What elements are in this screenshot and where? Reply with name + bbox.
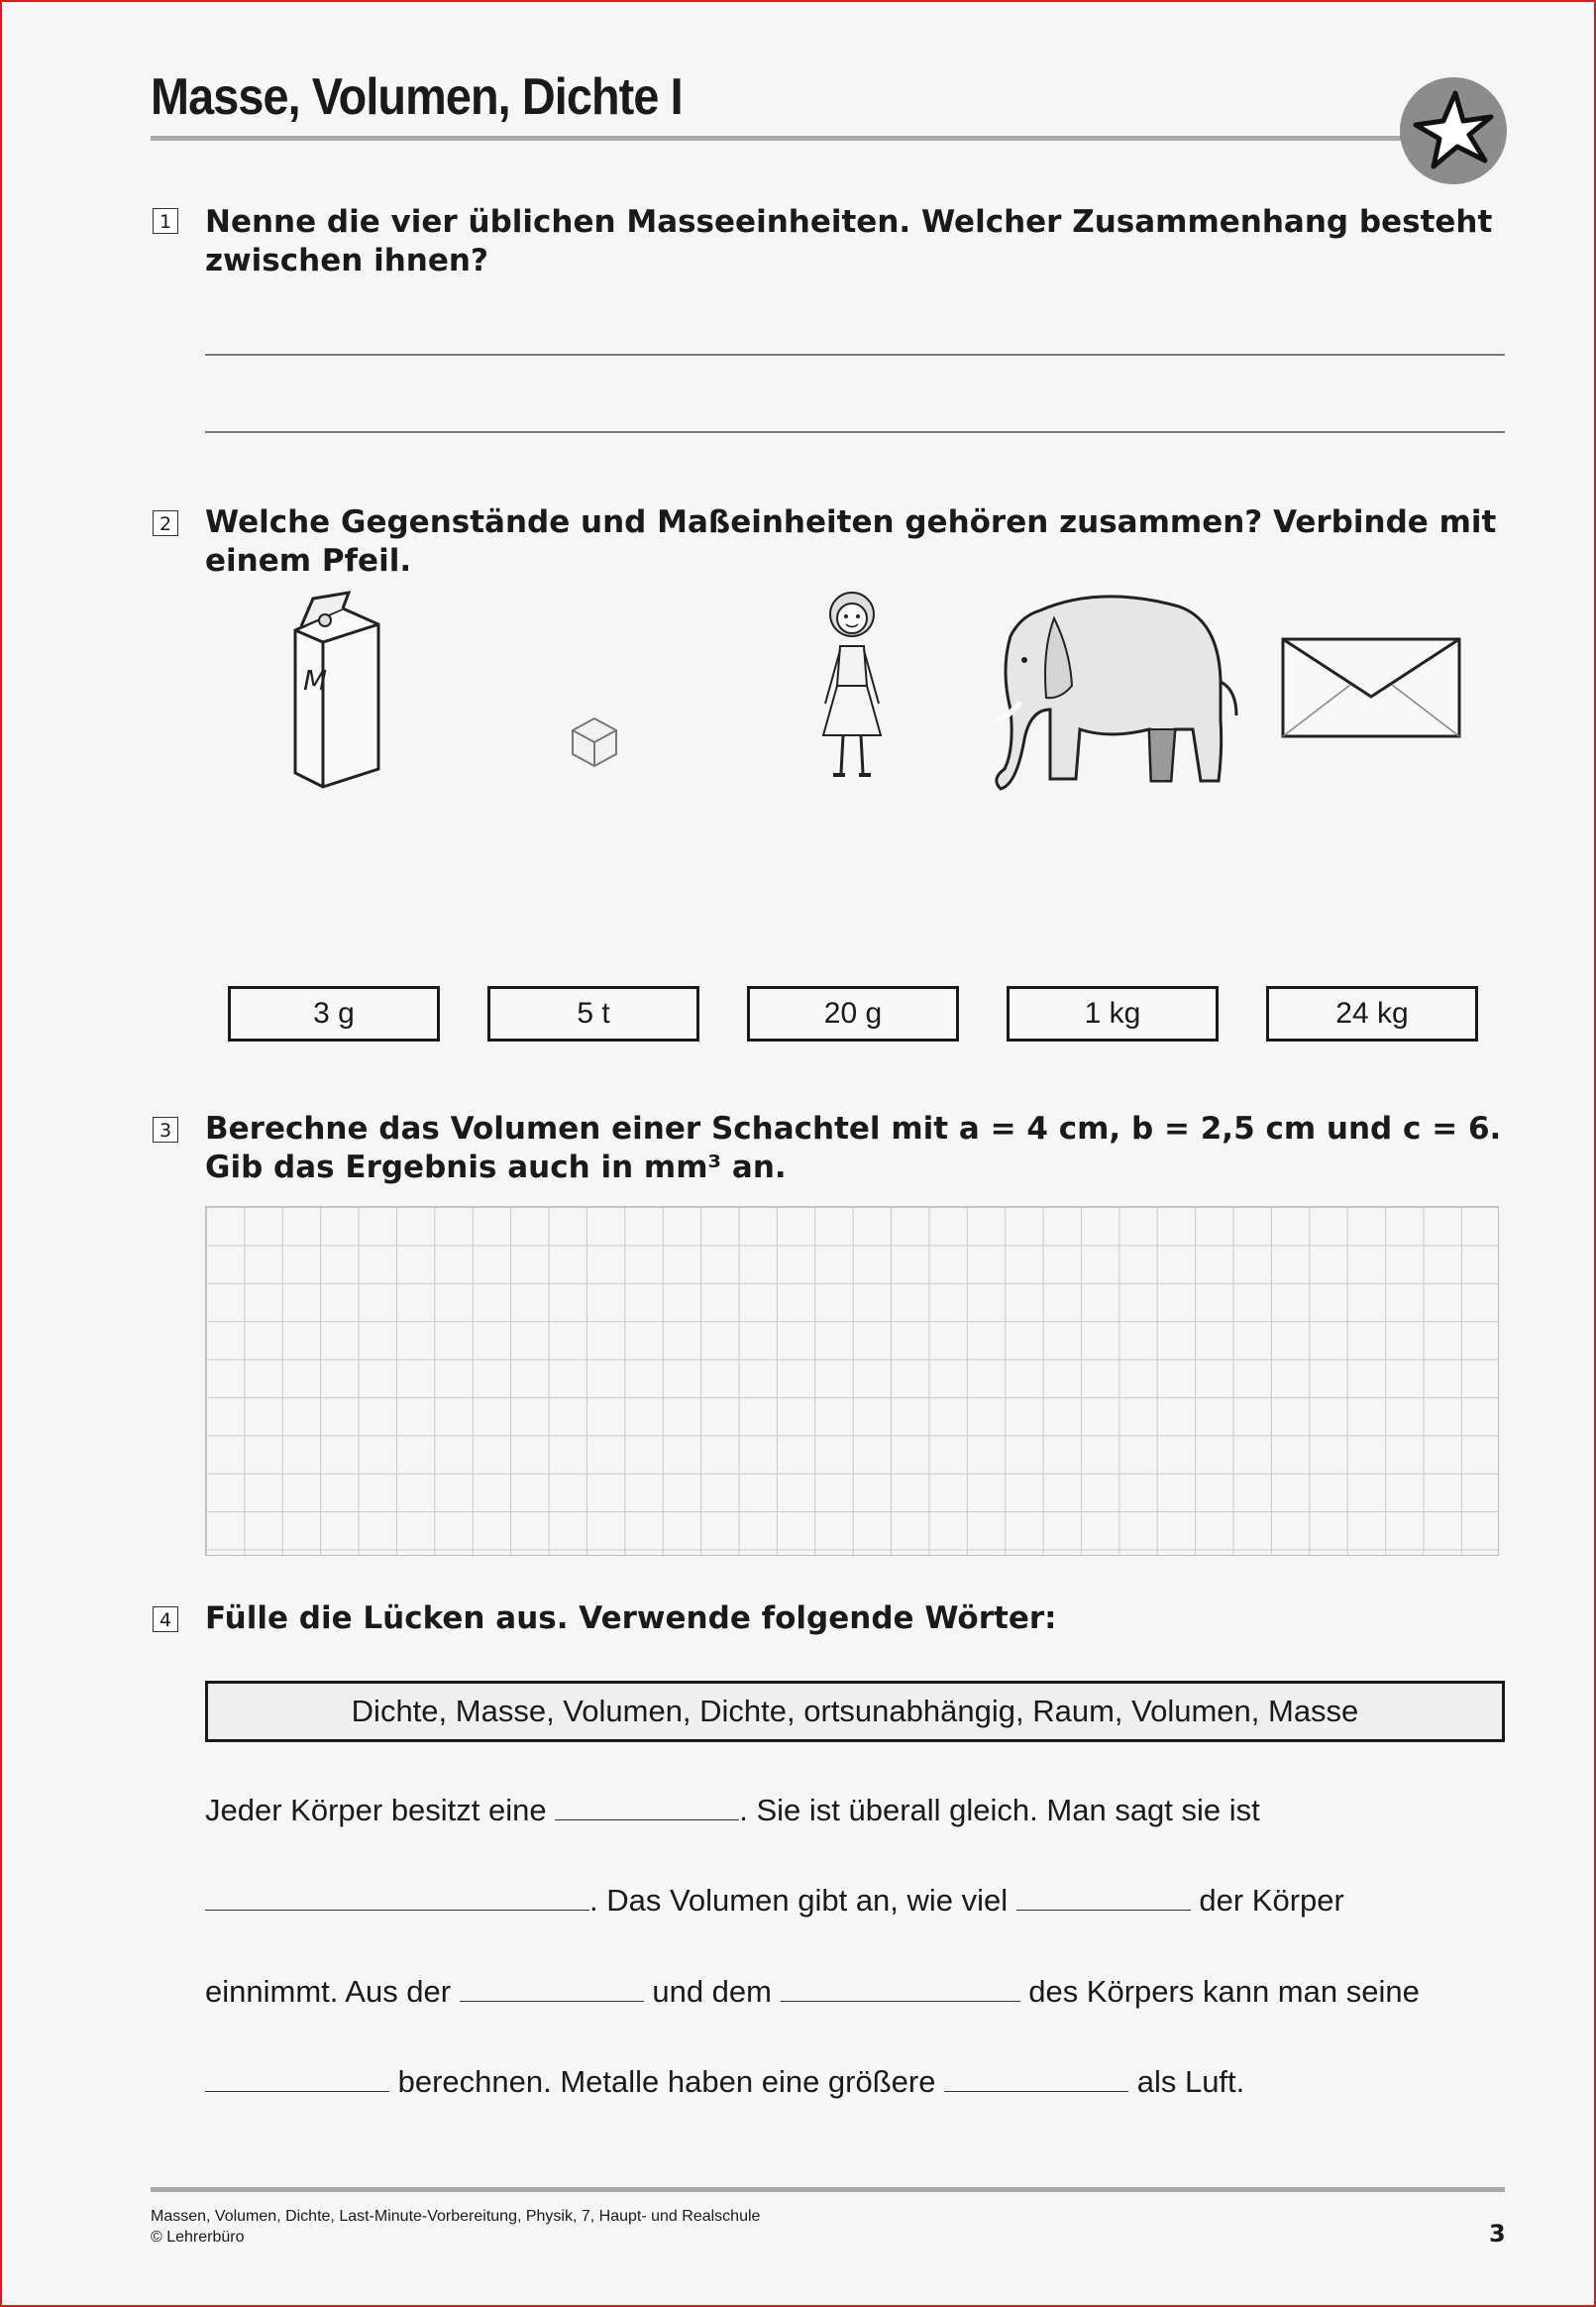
girl-icon bbox=[815, 587, 889, 789]
footer-rule bbox=[151, 2187, 1505, 2192]
unit-box-20g[interactable]: 20 g bbox=[747, 986, 959, 1042]
answer-line-2[interactable] bbox=[205, 431, 1505, 433]
cloze-text: als Luft. bbox=[1128, 2064, 1245, 2099]
cloze-text: der Körper bbox=[1190, 1883, 1344, 1918]
page-number: 3 bbox=[1489, 2220, 1506, 2248]
answer-line-1[interactable] bbox=[205, 354, 1505, 356]
cloze-gap-3[interactable] bbox=[1016, 1880, 1191, 1911]
unit-box-24kg[interactable]: 24 kg bbox=[1266, 986, 1478, 1042]
cloze-line-1 bbox=[205, 1790, 1260, 1828]
sugar-cube-icon bbox=[569, 714, 620, 774]
cloze-gap-2[interactable] bbox=[205, 1880, 589, 1911]
cloze-text: Jeder Körper besitzt eine bbox=[205, 1793, 556, 1827]
milk-carton-icon bbox=[283, 591, 392, 793]
unit-box-3g[interactable]: 3 g bbox=[228, 986, 440, 1042]
cloze-text: einnimmt. Aus der bbox=[205, 1974, 460, 2009]
envelope-icon bbox=[1281, 637, 1461, 744]
unit-box-5t[interactable]: 5 t bbox=[487, 986, 699, 1042]
cloze-line-3 bbox=[205, 1971, 1420, 2010]
cloze-gap-7[interactable] bbox=[944, 2061, 1128, 2092]
task-2-text: Welche Gegenstände und Maßeinheiten gehören zusammen? Verbinde mit einem Pfeil. bbox=[205, 504, 1497, 579]
cloze-text: des Körpers kann man seine bbox=[1019, 1974, 1420, 2009]
cloze-text: . Das Volumen gibt an, wie viel bbox=[589, 1883, 1016, 1918]
unit-box-1kg[interactable]: 1 kg bbox=[1007, 986, 1219, 1042]
star-badge-icon bbox=[1400, 77, 1507, 184]
task-number-3: 3 bbox=[153, 1117, 178, 1143]
task-number-4: 4 bbox=[153, 1606, 178, 1632]
cloze-text: berechnen. Metalle haben eine größere bbox=[389, 2064, 945, 2099]
cloze-gap-4[interactable] bbox=[460, 1971, 644, 2002]
footer-source: Massen, Volumen, Dichte, Last-Minute-Vorbereitung, Physik, 7, Haupt- und Realschule bbox=[151, 2208, 761, 2225]
footer-copyright: © Lehrerbüro bbox=[151, 2229, 245, 2246]
milk-carton-letter: M bbox=[303, 664, 328, 697]
title-rule bbox=[151, 136, 1414, 141]
cloze-gap-6[interactable] bbox=[205, 2061, 389, 2092]
elephant-icon bbox=[981, 591, 1243, 798]
cloze-line-2 bbox=[205, 1880, 1344, 1919]
task-number-1: 1 bbox=[153, 208, 178, 234]
cloze-text: und dem bbox=[643, 1974, 781, 2009]
cloze-text: . Sie ist überall gleich. Man sagt sie ist bbox=[739, 1793, 1260, 1827]
page-title: Masse, Volumen, Dichte I bbox=[151, 68, 683, 126]
word-bank: Dichte, Masse, Volumen, Dichte, ortsunabhängig, Raum, Volumen, Masse bbox=[205, 1681, 1505, 1742]
task-1-text: Nenne die vier üblichen Masseeinheiten. Welcher Zusammenhang besteht zwischen ihnen? bbox=[205, 204, 1493, 278]
cloze-line-4 bbox=[205, 2061, 1244, 2100]
task-number-2: 2 bbox=[153, 510, 178, 536]
task-3-text: Berechne das Volumen einer Schachtel mit a = 4 cm, b = 2,5 cm und c = 6. Gib das Ergebnis auch in mm³ an. bbox=[205, 1111, 1502, 1185]
calculation-grid[interactable] bbox=[205, 1206, 1499, 1556]
cloze-gap-5[interactable] bbox=[781, 1971, 1020, 2002]
task-4-text: Fülle die Lücken aus. Verwende folgende Wörter: bbox=[205, 1600, 1057, 1636]
cloze-gap-1[interactable] bbox=[555, 1790, 739, 1820]
